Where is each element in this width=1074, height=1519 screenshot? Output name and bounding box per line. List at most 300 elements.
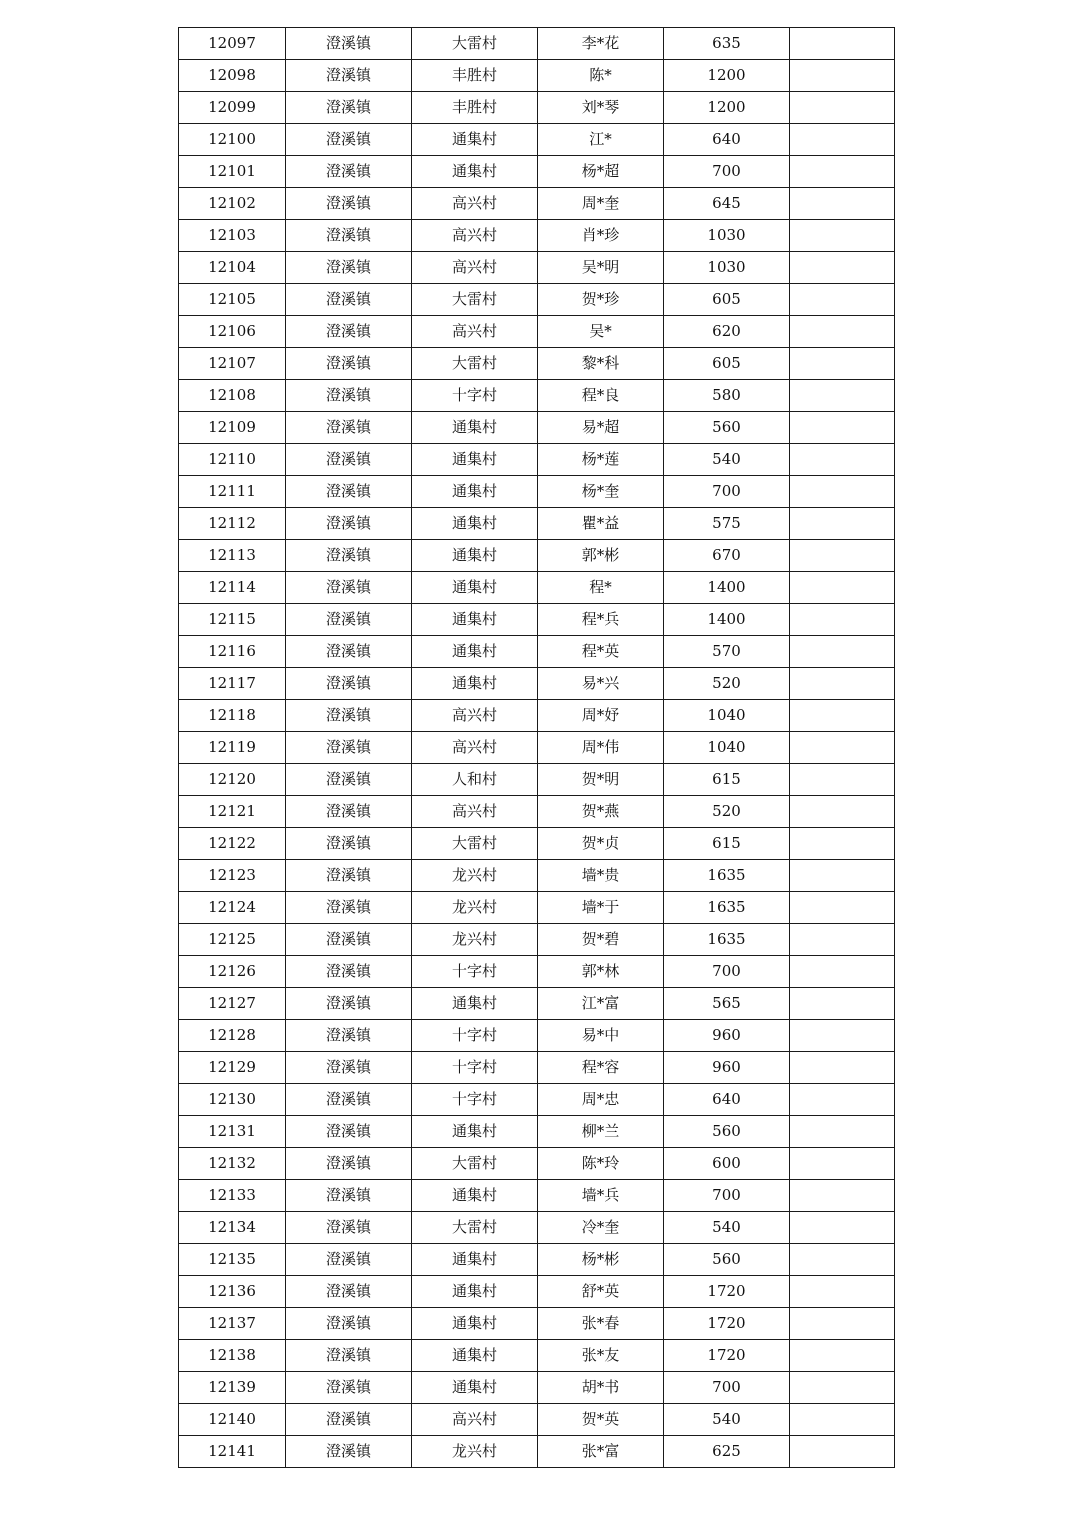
village-cell: 龙兴村	[412, 860, 538, 892]
table-row	[179, 284, 895, 316]
table-row	[179, 1244, 895, 1276]
table-row	[179, 924, 895, 956]
note-cell	[790, 1340, 895, 1372]
town-cell: 澄溪镇	[286, 700, 412, 732]
town-cell: 澄溪镇	[286, 764, 412, 796]
amount-cell: 670	[664, 540, 790, 572]
note-cell	[790, 124, 895, 156]
note-cell	[790, 924, 895, 956]
row-id-cell: 12137	[179, 1308, 286, 1340]
table-row	[179, 1148, 895, 1180]
note-cell	[790, 796, 895, 828]
amount-cell: 1040	[664, 700, 790, 732]
note-cell	[790, 1084, 895, 1116]
amount-cell: 540	[664, 1212, 790, 1244]
roster-table-body	[179, 28, 895, 1468]
note-cell	[790, 540, 895, 572]
village-cell: 通集村	[412, 668, 538, 700]
row-id-cell: 12099	[179, 92, 286, 124]
table-row	[179, 348, 895, 380]
table-row	[179, 988, 895, 1020]
row-id-cell: 12120	[179, 764, 286, 796]
village-cell: 高兴村	[412, 252, 538, 284]
name-cell: 墙*兵	[538, 1180, 664, 1212]
amount-cell: 540	[664, 444, 790, 476]
table-row	[179, 220, 895, 252]
amount-cell: 600	[664, 1148, 790, 1180]
row-id-cell: 12135	[179, 1244, 286, 1276]
village-cell: 十字村	[412, 956, 538, 988]
village-cell: 通集村	[412, 1180, 538, 1212]
row-id-cell: 12140	[179, 1404, 286, 1436]
amount-cell: 960	[664, 1020, 790, 1052]
name-cell: 贺*珍	[538, 284, 664, 316]
table-row	[179, 540, 895, 572]
village-cell: 通集村	[412, 156, 538, 188]
town-cell: 澄溪镇	[286, 92, 412, 124]
village-cell: 十字村	[412, 380, 538, 412]
table-row	[179, 764, 895, 796]
table-row	[179, 892, 895, 924]
name-cell: 胡*书	[538, 1372, 664, 1404]
table-row	[179, 1116, 895, 1148]
name-cell: 张*富	[538, 1436, 664, 1468]
table-row	[179, 572, 895, 604]
note-cell	[790, 1276, 895, 1308]
town-cell: 澄溪镇	[286, 796, 412, 828]
table-row	[179, 412, 895, 444]
row-id-cell: 12117	[179, 668, 286, 700]
town-cell: 澄溪镇	[286, 412, 412, 444]
village-cell: 通集村	[412, 988, 538, 1020]
name-cell: 程*英	[538, 636, 664, 668]
town-cell: 澄溪镇	[286, 828, 412, 860]
note-cell	[790, 1052, 895, 1084]
village-cell: 通集村	[412, 1372, 538, 1404]
town-cell: 澄溪镇	[286, 1052, 412, 1084]
note-cell	[790, 252, 895, 284]
note-cell	[790, 444, 895, 476]
table-row	[179, 1308, 895, 1340]
name-cell: 贺*碧	[538, 924, 664, 956]
table-row	[179, 700, 895, 732]
town-cell: 澄溪镇	[286, 924, 412, 956]
name-cell: 程*兵	[538, 604, 664, 636]
name-cell: 贺*贞	[538, 828, 664, 860]
village-cell: 高兴村	[412, 188, 538, 220]
village-cell: 人和村	[412, 764, 538, 796]
village-cell: 高兴村	[412, 220, 538, 252]
amount-cell: 635	[664, 28, 790, 60]
amount-cell: 1200	[664, 92, 790, 124]
name-cell: 张*友	[538, 1340, 664, 1372]
note-cell	[790, 668, 895, 700]
row-id-cell: 12107	[179, 348, 286, 380]
row-id-cell: 12128	[179, 1020, 286, 1052]
village-cell: 通集村	[412, 412, 538, 444]
name-cell: 易*兴	[538, 668, 664, 700]
note-cell	[790, 316, 895, 348]
row-id-cell: 12110	[179, 444, 286, 476]
row-id-cell: 12098	[179, 60, 286, 92]
row-id-cell: 12097	[179, 28, 286, 60]
note-cell	[790, 92, 895, 124]
amount-cell: 960	[664, 1052, 790, 1084]
village-cell: 通集村	[412, 444, 538, 476]
name-cell: 周*奎	[538, 188, 664, 220]
row-id-cell: 12141	[179, 1436, 286, 1468]
village-cell: 龙兴村	[412, 892, 538, 924]
note-cell	[790, 156, 895, 188]
row-id-cell: 12122	[179, 828, 286, 860]
town-cell: 澄溪镇	[286, 1020, 412, 1052]
amount-cell: 1030	[664, 220, 790, 252]
row-id-cell: 12123	[179, 860, 286, 892]
table-row	[179, 1180, 895, 1212]
name-cell: 陈*	[538, 60, 664, 92]
amount-cell: 645	[664, 188, 790, 220]
row-id-cell: 12127	[179, 988, 286, 1020]
amount-cell: 560	[664, 1244, 790, 1276]
town-cell: 澄溪镇	[286, 1340, 412, 1372]
name-cell: 陈*玲	[538, 1148, 664, 1180]
amount-cell: 625	[664, 1436, 790, 1468]
town-cell: 澄溪镇	[286, 444, 412, 476]
note-cell	[790, 412, 895, 444]
village-cell: 通集村	[412, 1116, 538, 1148]
note-cell	[790, 572, 895, 604]
table-row	[179, 92, 895, 124]
table-row	[179, 732, 895, 764]
row-id-cell: 12136	[179, 1276, 286, 1308]
village-cell: 通集村	[412, 476, 538, 508]
town-cell: 澄溪镇	[286, 668, 412, 700]
town-cell: 澄溪镇	[286, 732, 412, 764]
village-cell: 通集村	[412, 604, 538, 636]
amount-cell: 1200	[664, 60, 790, 92]
name-cell: 瞿*益	[538, 508, 664, 540]
amount-cell: 700	[664, 956, 790, 988]
village-cell: 高兴村	[412, 1404, 538, 1436]
row-id-cell: 12131	[179, 1116, 286, 1148]
table-row	[179, 476, 895, 508]
amount-cell: 565	[664, 988, 790, 1020]
town-cell: 澄溪镇	[286, 540, 412, 572]
village-cell: 龙兴村	[412, 924, 538, 956]
town-cell: 澄溪镇	[286, 60, 412, 92]
table-row	[179, 668, 895, 700]
village-cell: 大雷村	[412, 28, 538, 60]
amount-cell: 1720	[664, 1340, 790, 1372]
town-cell: 澄溪镇	[286, 220, 412, 252]
village-cell: 通集村	[412, 1276, 538, 1308]
town-cell: 澄溪镇	[286, 1404, 412, 1436]
row-id-cell: 12118	[179, 700, 286, 732]
note-cell	[790, 892, 895, 924]
row-id-cell: 12115	[179, 604, 286, 636]
note-cell	[790, 1148, 895, 1180]
note-cell	[790, 700, 895, 732]
table-row	[179, 124, 895, 156]
name-cell: 贺*明	[538, 764, 664, 796]
name-cell: 易*超	[538, 412, 664, 444]
row-id-cell: 12109	[179, 412, 286, 444]
table-row	[179, 1436, 895, 1468]
row-id-cell: 12129	[179, 1052, 286, 1084]
village-cell: 通集村	[412, 636, 538, 668]
village-cell: 十字村	[412, 1052, 538, 1084]
name-cell: 程*良	[538, 380, 664, 412]
amount-cell: 1040	[664, 732, 790, 764]
table-row	[179, 1020, 895, 1052]
table-row	[179, 316, 895, 348]
town-cell: 澄溪镇	[286, 1308, 412, 1340]
amount-cell: 700	[664, 476, 790, 508]
row-id-cell: 12106	[179, 316, 286, 348]
row-id-cell: 12132	[179, 1148, 286, 1180]
table-row	[179, 188, 895, 220]
name-cell: 周*妤	[538, 700, 664, 732]
note-cell	[790, 828, 895, 860]
village-cell: 大雷村	[412, 348, 538, 380]
row-id-cell: 12116	[179, 636, 286, 668]
note-cell	[790, 284, 895, 316]
name-cell: 张*春	[538, 1308, 664, 1340]
village-cell: 高兴村	[412, 796, 538, 828]
note-cell	[790, 1372, 895, 1404]
note-cell	[790, 188, 895, 220]
table-row	[179, 252, 895, 284]
town-cell: 澄溪镇	[286, 1084, 412, 1116]
village-cell: 大雷村	[412, 828, 538, 860]
name-cell: 贺*燕	[538, 796, 664, 828]
town-cell: 澄溪镇	[286, 284, 412, 316]
village-cell: 通集村	[412, 1308, 538, 1340]
name-cell: 吴*	[538, 316, 664, 348]
town-cell: 澄溪镇	[286, 380, 412, 412]
amount-cell: 1635	[664, 892, 790, 924]
table-row	[179, 156, 895, 188]
village-cell: 通集村	[412, 124, 538, 156]
amount-cell: 560	[664, 412, 790, 444]
name-cell: 柳*兰	[538, 1116, 664, 1148]
town-cell: 澄溪镇	[286, 1148, 412, 1180]
note-cell	[790, 988, 895, 1020]
table-row	[179, 380, 895, 412]
town-cell: 澄溪镇	[286, 508, 412, 540]
village-cell: 十字村	[412, 1084, 538, 1116]
amount-cell: 1635	[664, 860, 790, 892]
village-cell: 龙兴村	[412, 1436, 538, 1468]
row-id-cell: 12121	[179, 796, 286, 828]
row-id-cell: 12119	[179, 732, 286, 764]
table-row	[179, 1052, 895, 1084]
table-row	[179, 444, 895, 476]
name-cell: 易*中	[538, 1020, 664, 1052]
document-page	[178, 27, 894, 1468]
name-cell: 周*忠	[538, 1084, 664, 1116]
table-row	[179, 1276, 895, 1308]
roster-table	[178, 27, 895, 1468]
name-cell: 吴*明	[538, 252, 664, 284]
row-id-cell: 12124	[179, 892, 286, 924]
note-cell	[790, 860, 895, 892]
table-row	[179, 636, 895, 668]
row-id-cell: 12111	[179, 476, 286, 508]
note-cell	[790, 764, 895, 796]
amount-cell: 1635	[664, 924, 790, 956]
note-cell	[790, 60, 895, 92]
amount-cell: 1030	[664, 252, 790, 284]
town-cell: 澄溪镇	[286, 316, 412, 348]
name-cell: 李*花	[538, 28, 664, 60]
row-id-cell: 12126	[179, 956, 286, 988]
row-id-cell: 12113	[179, 540, 286, 572]
note-cell	[790, 508, 895, 540]
town-cell: 澄溪镇	[286, 1244, 412, 1276]
row-id-cell: 12125	[179, 924, 286, 956]
amount-cell: 580	[664, 380, 790, 412]
amount-cell: 520	[664, 668, 790, 700]
note-cell	[790, 956, 895, 988]
village-cell: 大雷村	[412, 1212, 538, 1244]
amount-cell: 605	[664, 284, 790, 316]
name-cell: 程*容	[538, 1052, 664, 1084]
note-cell	[790, 476, 895, 508]
row-id-cell: 12133	[179, 1180, 286, 1212]
note-cell	[790, 732, 895, 764]
name-cell: 肖*珍	[538, 220, 664, 252]
name-cell: 杨*莲	[538, 444, 664, 476]
amount-cell: 620	[664, 316, 790, 348]
town-cell: 澄溪镇	[286, 188, 412, 220]
note-cell	[790, 1212, 895, 1244]
name-cell: 杨*超	[538, 156, 664, 188]
row-id-cell: 12105	[179, 284, 286, 316]
name-cell: 舒*英	[538, 1276, 664, 1308]
table-row	[179, 28, 895, 60]
amount-cell: 640	[664, 1084, 790, 1116]
name-cell: 郭*林	[538, 956, 664, 988]
village-cell: 高兴村	[412, 700, 538, 732]
amount-cell: 575	[664, 508, 790, 540]
note-cell	[790, 348, 895, 380]
name-cell: 冷*奎	[538, 1212, 664, 1244]
note-cell	[790, 636, 895, 668]
table-row	[179, 60, 895, 92]
village-cell: 通集村	[412, 572, 538, 604]
table-row	[179, 860, 895, 892]
table-row	[179, 508, 895, 540]
name-cell: 墙*于	[538, 892, 664, 924]
village-cell: 丰胜村	[412, 92, 538, 124]
town-cell: 澄溪镇	[286, 1436, 412, 1468]
row-id-cell: 12114	[179, 572, 286, 604]
amount-cell: 540	[664, 1404, 790, 1436]
amount-cell: 700	[664, 156, 790, 188]
name-cell: 江*富	[538, 988, 664, 1020]
row-id-cell: 12104	[179, 252, 286, 284]
town-cell: 澄溪镇	[286, 156, 412, 188]
town-cell: 澄溪镇	[286, 956, 412, 988]
village-cell: 高兴村	[412, 316, 538, 348]
amount-cell: 560	[664, 1116, 790, 1148]
table-row	[179, 1404, 895, 1436]
row-id-cell: 12103	[179, 220, 286, 252]
row-id-cell: 12102	[179, 188, 286, 220]
name-cell: 贺*英	[538, 1404, 664, 1436]
row-id-cell: 12101	[179, 156, 286, 188]
name-cell: 杨*彬	[538, 1244, 664, 1276]
village-cell: 通集村	[412, 540, 538, 572]
village-cell: 大雷村	[412, 284, 538, 316]
village-cell: 十字村	[412, 1020, 538, 1052]
note-cell	[790, 1116, 895, 1148]
name-cell: 江*	[538, 124, 664, 156]
note-cell	[790, 380, 895, 412]
town-cell: 澄溪镇	[286, 476, 412, 508]
row-id-cell: 12138	[179, 1340, 286, 1372]
amount-cell: 1400	[664, 572, 790, 604]
town-cell: 澄溪镇	[286, 252, 412, 284]
town-cell: 澄溪镇	[286, 572, 412, 604]
table-row	[179, 1372, 895, 1404]
amount-cell: 700	[664, 1180, 790, 1212]
row-id-cell: 12134	[179, 1212, 286, 1244]
town-cell: 澄溪镇	[286, 1276, 412, 1308]
note-cell	[790, 28, 895, 60]
village-cell: 丰胜村	[412, 60, 538, 92]
note-cell	[790, 1436, 895, 1468]
table-row	[179, 1340, 895, 1372]
name-cell: 周*伟	[538, 732, 664, 764]
village-cell: 通集村	[412, 1244, 538, 1276]
row-id-cell: 12108	[179, 380, 286, 412]
village-cell: 大雷村	[412, 1148, 538, 1180]
town-cell: 澄溪镇	[286, 28, 412, 60]
note-cell	[790, 1404, 895, 1436]
amount-cell: 520	[664, 796, 790, 828]
town-cell: 澄溪镇	[286, 604, 412, 636]
town-cell: 澄溪镇	[286, 348, 412, 380]
row-id-cell: 12130	[179, 1084, 286, 1116]
note-cell	[790, 1180, 895, 1212]
amount-cell: 640	[664, 124, 790, 156]
village-cell: 高兴村	[412, 732, 538, 764]
name-cell: 墙*贵	[538, 860, 664, 892]
town-cell: 澄溪镇	[286, 124, 412, 156]
amount-cell: 1400	[664, 604, 790, 636]
table-row	[179, 956, 895, 988]
amount-cell: 700	[664, 1372, 790, 1404]
name-cell: 刘*琴	[538, 92, 664, 124]
town-cell: 澄溪镇	[286, 1372, 412, 1404]
amount-cell: 615	[664, 828, 790, 860]
town-cell: 澄溪镇	[286, 860, 412, 892]
note-cell	[790, 1020, 895, 1052]
town-cell: 澄溪镇	[286, 636, 412, 668]
village-cell: 通集村	[412, 1340, 538, 1372]
amount-cell: 1720	[664, 1276, 790, 1308]
amount-cell: 605	[664, 348, 790, 380]
table-row	[179, 828, 895, 860]
note-cell	[790, 1308, 895, 1340]
table-row	[179, 1212, 895, 1244]
row-id-cell: 12112	[179, 508, 286, 540]
town-cell: 澄溪镇	[286, 1116, 412, 1148]
row-id-cell: 12100	[179, 124, 286, 156]
town-cell: 澄溪镇	[286, 892, 412, 924]
